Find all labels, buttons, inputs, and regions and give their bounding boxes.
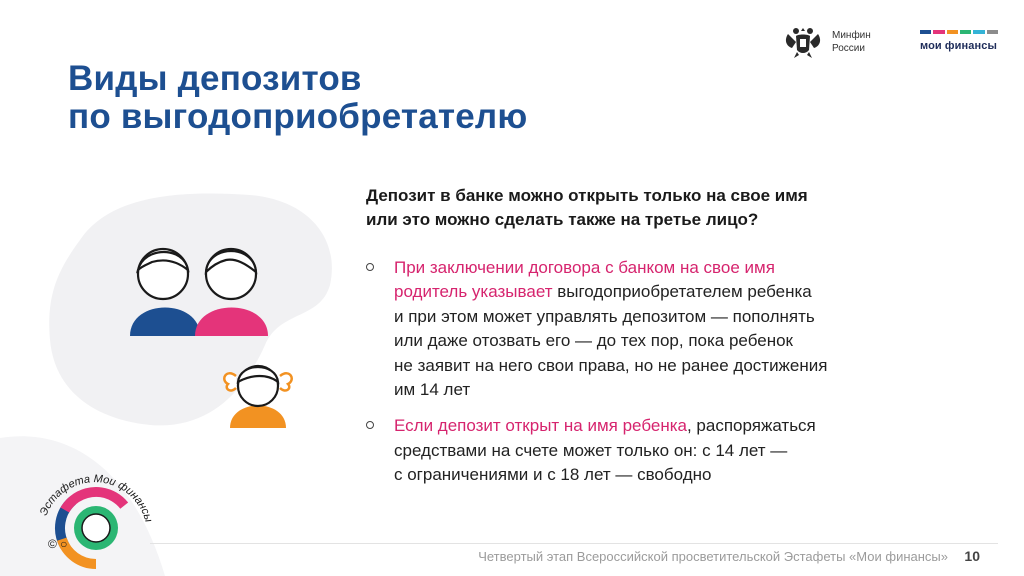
family-illustration — [40, 170, 350, 440]
estafeta-emblem — [0, 428, 170, 576]
emblem-text: Эстафета Мои финансы — [37, 472, 155, 524]
bullet-line — [394, 414, 966, 438]
color-bar — [960, 30, 971, 34]
bullet-line — [394, 280, 966, 304]
minfin-logo-line1: Минфин — [832, 30, 871, 41]
highlight-text: Если депозит открыт на имя ребенка — [394, 416, 687, 436]
question-text — [366, 184, 966, 232]
minfin-logo — [782, 24, 871, 60]
body-text: средствами на счете может только он: с 14 лет — — [394, 440, 788, 460]
page-title-line1: Виды депозитов — [68, 59, 362, 98]
footer-text: Четвертый этап Всероссийской просветительской Эстафеты «Мои финансы» — [478, 549, 948, 564]
bullet-line — [394, 256, 966, 280]
double-headed-eagle-icon — [782, 24, 824, 60]
bullet-line — [394, 305, 966, 329]
footer — [150, 539, 1010, 573]
moi-finansy-logo — [920, 30, 998, 52]
bullet-line — [394, 329, 966, 353]
moi-finansy-logo-text: мои финансы — [920, 40, 997, 52]
bullet-line — [394, 354, 966, 378]
body-text: или даже отозвать его — до тех пор, пока ребенок — [394, 331, 793, 351]
body-text: выгодоприобретателем ребенка — [552, 282, 812, 302]
body-text: не заявит на него свои права, но не ранее достижения — [394, 355, 828, 375]
color-bar — [920, 30, 931, 34]
bullet-line — [394, 463, 966, 487]
child-figure-icon — [224, 366, 291, 428]
body-text: и при этом может управлять депозитом — пополнять — [394, 306, 815, 326]
color-bar — [987, 30, 998, 34]
minfin-logo-line2: России — [832, 43, 865, 54]
footer-divider — [150, 543, 998, 544]
question-line1: Депозит в банке можно открыть только на свое имя — [366, 186, 808, 205]
color-bar — [947, 30, 958, 34]
body-text: , распоряжаться — [686, 416, 816, 436]
highlight-text: При заключении договора с банком на свое имя — [394, 258, 775, 277]
page-title — [68, 60, 527, 136]
page-title-line2: по выгодоприобретателю — [68, 97, 528, 136]
highlight-text: родитель указывает — [394, 282, 553, 302]
body-text: с ограничениями и с 18 лет — свободно — [394, 465, 712, 485]
question-line2: или это можно сделать также на третье лицо? — [366, 210, 759, 229]
color-bar — [973, 30, 984, 34]
moi-finansy-color-bars — [920, 30, 998, 34]
bullet-line — [394, 378, 966, 402]
bullet-item — [366, 414, 966, 487]
page-number: 10 — [964, 548, 980, 564]
bullet-item — [366, 256, 966, 402]
svg-text:© ○: © ○ — [48, 537, 68, 551]
bullet-circle-icon — [366, 263, 374, 271]
background-blob — [49, 193, 332, 425]
bullet-line — [394, 439, 966, 463]
color-bar — [933, 30, 944, 34]
body-text: им 14 лет — [394, 380, 471, 400]
bullet-circle-icon — [366, 421, 374, 429]
bullet-list — [366, 256, 966, 488]
